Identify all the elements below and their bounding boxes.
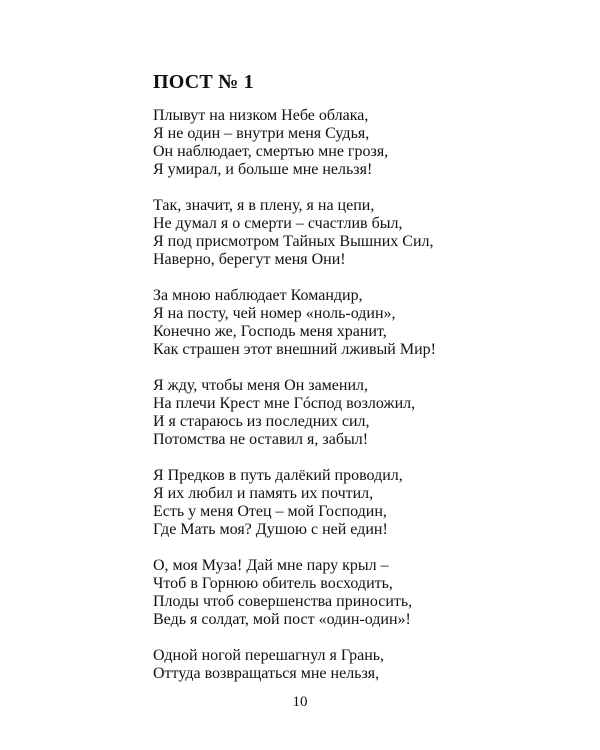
poem-line: Наверно, берегут меня Они! <box>153 251 346 268</box>
poem-line: И я стараюсь из последних сил, <box>153 413 370 430</box>
poem-line: Я Предков в путь далёкий проводил, <box>153 467 403 484</box>
stanza-2 <box>153 197 563 269</box>
poem-line: Я жду, чтобы меня Он заменил, <box>153 377 369 394</box>
stanza-6 <box>153 557 563 629</box>
page-number: 10 <box>292 694 308 710</box>
poem-line: Есть у меня Отец – мой Господин, <box>153 503 387 520</box>
stanza-3 <box>153 287 563 359</box>
poem-line: Он наблюдает, смертью мне грозя, <box>153 143 389 160</box>
poem-title: ПОСТ № 1 <box>153 71 254 93</box>
poem-line: Плоды чтоб совершенства приносить, <box>153 593 413 610</box>
poem-line: Я под присмотром Тайных Вышних Сил, <box>153 233 434 250</box>
poem-line: Я на посту, чей номер «ноль-один», <box>153 305 396 322</box>
stanza-5 <box>153 467 563 539</box>
poem-line: Ведь я солдат, мой пост «один-один»! <box>153 611 411 628</box>
poem-line: О, моя Муза! Дай мне пару крыл – <box>153 557 389 574</box>
poem-line: Я не один – внутри меня Судья, <box>153 125 370 142</box>
poem-line: Одной ногой перешагнул я Грань, <box>153 647 385 664</box>
poem-line: Не думал я о смерти – счастлив был, <box>153 215 403 232</box>
stanza-7 <box>153 647 563 683</box>
poem-line: Потомства не оставил я, забыл! <box>153 431 369 448</box>
poem-line: Чтоб в Горнюю обитель восходить, <box>153 575 393 592</box>
poem-line: Так, значит, я в плену, я на цепи, <box>153 197 375 214</box>
poem-line: Я их любил и память их почтил, <box>153 485 374 502</box>
poem-line: Как страшен этот внешний лживый Мир! <box>153 341 436 358</box>
poem-line: Оттуда возвращаться мне нельзя, <box>153 665 380 682</box>
poem-content <box>153 70 563 701</box>
poem-line: Где Мать моя? Душою с ней един! <box>153 521 388 538</box>
poem-line: Конечно же, Господь меня хранит, <box>153 323 387 340</box>
poem-line: Я умирал, и больше мне нельзя! <box>153 161 373 178</box>
stanza-1 <box>153 107 563 179</box>
stanza-4 <box>153 377 563 449</box>
poem-line: На плечи Крест мне Гóспод возложил, <box>153 395 416 412</box>
poem-line: Плывут на низком Небе облака, <box>153 107 369 124</box>
poem-line: За мною наблюдает Командир, <box>153 287 363 304</box>
